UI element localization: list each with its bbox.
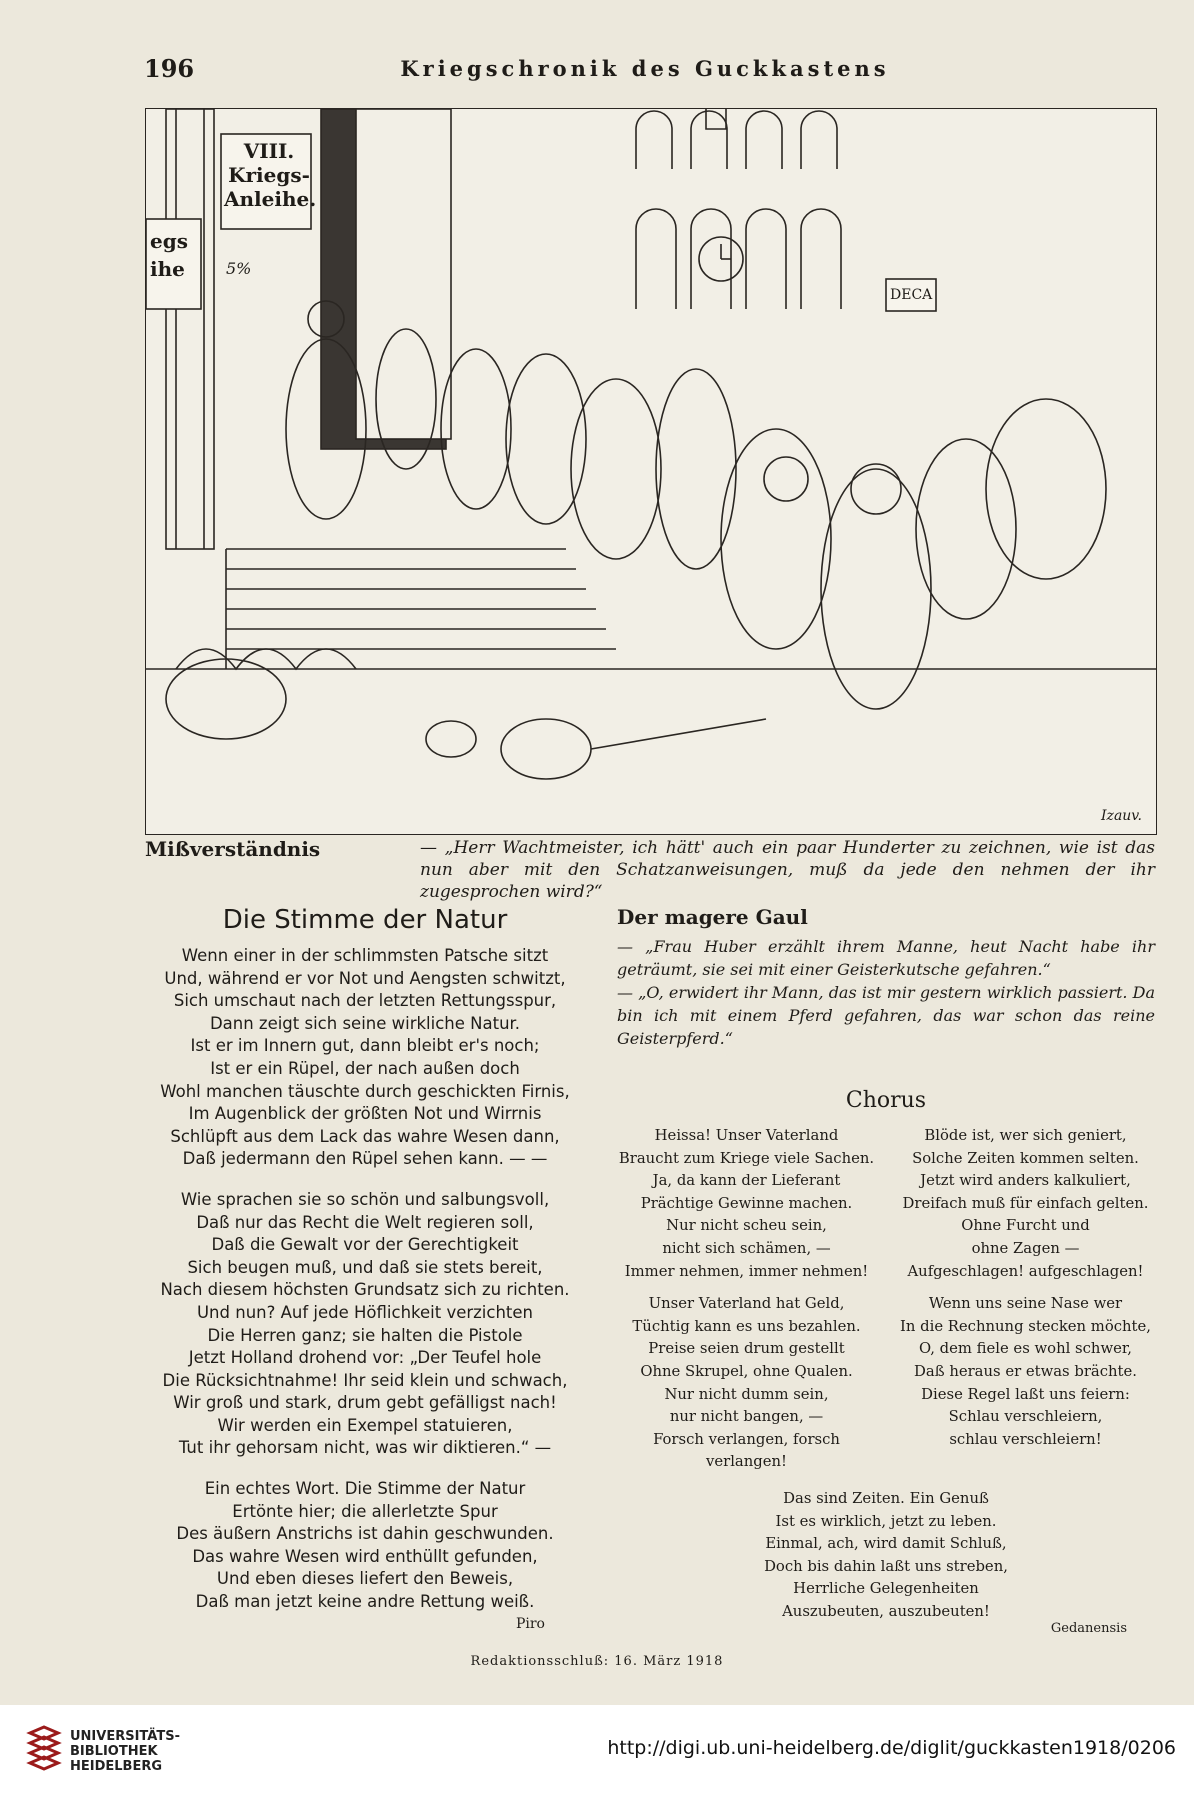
chorus-line: Unser Vaterland hat Geld,	[648, 1295, 845, 1313]
poem-stanza-1	[145, 945, 585, 1171]
poem-line: Dann zeigt sich seine wirkliche Natur.	[209, 1013, 521, 1033]
chorus-line: Immer nehmen, immer nehmen!	[624, 1262, 869, 1280]
chorus-line: Ohne Furcht und	[961, 1217, 1090, 1235]
poster-line-1: VIII. Kriegs-	[228, 139, 310, 187]
chorus-title: Chorus	[845, 1088, 927, 1113]
chorus-stanza	[617, 1293, 876, 1474]
chorus-line: Solche Zeiten kommen selten.	[912, 1149, 1139, 1167]
poem-line: Wenn einer in der schlimmsten Patsche sitzt	[181, 946, 549, 965]
poem-line: Und eben dieses liefert den Beweis,	[216, 1569, 514, 1589]
page-number: 196	[144, 54, 195, 83]
poem-line: Ist er im Innern gut, dann bleibt er's noch;	[190, 1036, 540, 1056]
chorus-line: nicht sich schämen, —	[662, 1239, 831, 1257]
chorus-line: Braucht zum Kriege viele Sachen.	[618, 1149, 875, 1167]
chorus-line: Aufgeschlagen! aufgeschlagen!	[907, 1262, 1144, 1280]
chorus-line: Heissa! Unser Vaterland	[654, 1127, 839, 1144]
chorus-stanza	[617, 1125, 876, 1283]
caption-text: — „Herr Wachtmeister, ich hätt' auch ein paar Hunderter zu zeichnen, wie ist das nun aber mit den Schatzanweisungen, muß da jede den nehmen der ihr zugesprochen wird?“	[420, 838, 1155, 902]
cartoon-artist-signature: Izauv.	[1101, 808, 1142, 824]
chorus-line: nur nicht bangen, —	[669, 1408, 824, 1426]
chorus-line: Ja, da kann der Lieferant	[652, 1172, 841, 1190]
poem-line: Daß die Gewalt vor der Gerechtigkeit	[211, 1235, 519, 1255]
editorial-deadline: Redaktionsschluß: 16. März 1918	[470, 1654, 724, 1669]
chorus-line: Blöde ist, wer sich geniert,	[924, 1127, 1127, 1144]
chorus-line: Nur nicht dumm sein,	[664, 1385, 829, 1403]
library-name	[70, 1729, 180, 1774]
poster-side-line-2: ihe	[150, 257, 185, 281]
poem-line: Jetzt Holland drohend vor: „Der Teufel hole	[188, 1348, 542, 1368]
chorus-line: Preise seien drum gestellt	[648, 1340, 845, 1358]
cartoon-poster-side	[150, 227, 188, 283]
chorus-line: Daß heraus er etwas brächte.	[914, 1362, 1137, 1380]
chorus-line: Nur nicht scheu sein,	[666, 1217, 827, 1235]
library-name-line: BIBLIOTHEK	[70, 1744, 158, 1759]
poem-stanza-3	[145, 1478, 585, 1614]
poem-line: Das wahre Wesen wird enthüllt gefunden,	[192, 1546, 538, 1566]
poem-line: Wohl manchen täuschte durch geschickten Firnis,	[160, 1081, 570, 1101]
chorus-line: ohne Zagen —	[971, 1239, 1080, 1257]
poem-line: Ertönte hier; die allerletzte Spur	[232, 1501, 498, 1521]
chorus-right-column	[896, 1125, 1155, 1484]
poem-line: Daß jedermann den Rüpel sehen kann. — —	[182, 1149, 548, 1169]
chorus-line: Diese Regel laßt uns feiern:	[921, 1385, 1130, 1403]
chorus-line: Ohne Skrupel, ohne Qualen.	[640, 1362, 853, 1380]
anecdote-paragraph-2: — „O, erwidert ihr Mann, das ist mir gestern wirklich passiert. Da bin ich mit einem Pferd gefahren, das war schon das reine Geisterpferd.“	[617, 983, 1155, 1048]
poem-line: Sich beugen muß, und daß sie stets bereit,	[187, 1257, 543, 1277]
caption-title: Mißverständnis	[145, 837, 321, 861]
poem-signature: Piro	[515, 1615, 545, 1632]
chorus-left-column	[617, 1125, 876, 1484]
right-column	[617, 905, 1155, 1636]
poem-stanza-2	[145, 1189, 585, 1460]
poem-line: Wie sprachen sie so schön und salbungsvoll,	[180, 1189, 550, 1209]
cartoon-shop-sign: DECA	[890, 287, 933, 303]
chorus-line: Dreifach muß für einfach gelten.	[902, 1194, 1149, 1212]
poem-line: Ein echtes Wort. Die Stimme der Natur	[204, 1479, 526, 1499]
chorus-line: Tüchtig kann es uns bezahlen.	[632, 1317, 861, 1335]
chorus-line: Ist es wirklich, jetzt zu leben.	[775, 1512, 997, 1530]
poem-line: Nach diesem höchsten Grundsatz sich zu richten.	[160, 1280, 570, 1300]
poem-line: Schlüpft aus dem Lack das wahre Wesen dann,	[170, 1126, 560, 1146]
page-header	[140, 50, 1150, 90]
chorus-line: O, dem fiele es wohl schwer,	[918, 1340, 1133, 1358]
poem-line: Wir werden ein Exempel statuieren,	[217, 1415, 513, 1435]
poster-line-2: Anleihe.	[224, 187, 317, 211]
cartoon-poster-text	[224, 139, 317, 211]
poem-line: Tut ihr gehorsam nicht, was wir diktieren.“ —	[178, 1438, 552, 1458]
library-logo-icon	[24, 1725, 64, 1785]
chorus-line: Auszubeuten, auszubeuten!	[782, 1602, 990, 1620]
poem-line: Ist er ein Rüpel, der nach außen doch	[210, 1058, 520, 1078]
poem-line: Daß man jetzt keine andre Rettung weiß.	[195, 1592, 535, 1612]
library-name-line: HEIDELBERG	[70, 1759, 163, 1774]
chorus-line: Wenn uns seine Nase wer	[928, 1295, 1123, 1313]
poem-line: Die Herren ganz; sie halten die Pistole	[207, 1325, 523, 1345]
chorus-line: Forsch verlangen, forsch verlangen!	[653, 1430, 840, 1471]
poem-line: Und, während er vor Not und Aengsten schwitzt,	[164, 968, 566, 988]
running-title: Kriegschronik des Guckkastens	[400, 56, 890, 81]
chorus-line: schlau verschleiern!	[949, 1430, 1102, 1448]
library-name-line: UNIVERSITÄTS-	[70, 1729, 180, 1744]
poem-line: Sich umschaut nach der letzten Rettungsspur,	[173, 991, 557, 1011]
chorus-line: Doch bis dahin laßt uns streben,	[764, 1557, 1008, 1575]
chorus-line: Einmal, ach, wird damit Schluß,	[765, 1535, 1007, 1553]
chorus-line: Schlau verschleiern,	[948, 1408, 1103, 1426]
cartoon-illustration	[145, 108, 1157, 835]
chorus-line: In die Rechnung stecken möchte,	[900, 1317, 1151, 1335]
cartoon-percent: 5%	[226, 259, 252, 278]
chorus-grid	[617, 1125, 1155, 1484]
chorus-final-stanza	[617, 1488, 1155, 1624]
poster-side-line-1: egs	[150, 229, 188, 253]
chorus-line: Das sind Zeiten. Ein Genuß	[783, 1489, 989, 1507]
poem-line: Die Rücksichtnahme! Ihr seid klein und schwach,	[162, 1370, 568, 1390]
poem-column	[145, 905, 585, 1632]
anecdote-title: Der magere Gaul	[617, 905, 808, 929]
chorus-stanza	[896, 1293, 1155, 1451]
poem-line: Wir groß und stark, drum gebt gefälligst nach!	[173, 1393, 557, 1413]
chorus-line: Jetzt wird anders kalkuliert,	[920, 1172, 1131, 1190]
poem-title: Die Stimme der Natur	[222, 905, 508, 935]
library-footer	[0, 1705, 1194, 1801]
cartoon-drawing	[146, 109, 1156, 834]
poem-line: Des äußern Anstrichs ist dahin geschwunden.	[176, 1524, 554, 1544]
poem-line: Daß nur das Recht die Welt regieren soll,	[196, 1212, 534, 1232]
chorus-line: Herrliche Gelegenheiten	[793, 1580, 979, 1598]
chorus-line: Prächtige Gewinne machen.	[640, 1194, 853, 1212]
chorus-signature: Gedanensis	[1050, 1621, 1127, 1637]
anecdote-paragraph-1: — „Frau Huber erzählt ihrem Manne, heut Nacht habe ihr geträumt, sie sei mit einer Geisterkutsche gefahren.“	[617, 937, 1155, 979]
poem-line: Im Augenblick der größten Not und Wirrnis	[188, 1104, 542, 1124]
poem-line: Und nun? Auf jede Höflichkeit verzichten	[196, 1302, 533, 1322]
chorus-stanza	[896, 1125, 1155, 1283]
source-url-link[interactable]: http://digi.ub.uni-heidelberg.de/diglit/guckkasten1918/0206	[607, 1737, 1176, 1759]
